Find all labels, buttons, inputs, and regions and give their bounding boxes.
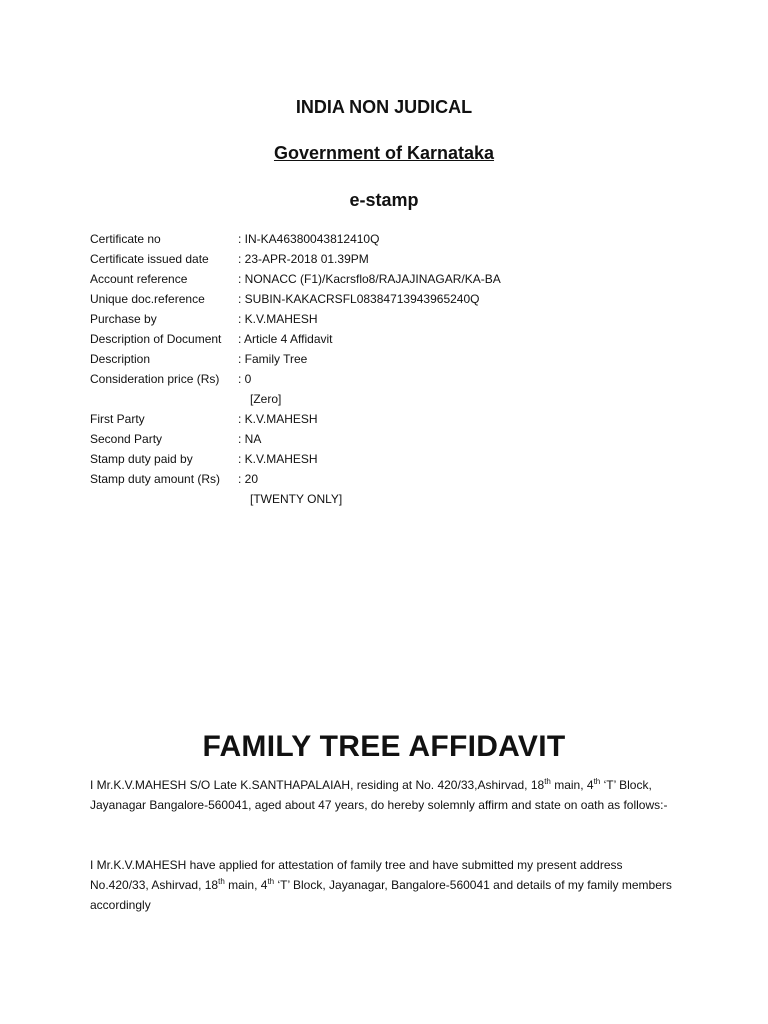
header-government: Government of Karnataka [273, 143, 495, 163]
detail-row-stamp-duty-paid-by [90, 449, 690, 469]
detail-value: : SUBIN-KAKACRSFL08384713943965240Q [238, 292, 480, 306]
detail-label: Description of Document [90, 332, 222, 346]
detail-value: : NA [238, 432, 262, 446]
detail-row-first-party [90, 409, 690, 429]
detail-row-unique-doc-reference [90, 289, 690, 309]
affidavit-paragraph-1 [90, 775, 678, 815]
paragraph-text: main, 4 [224, 878, 268, 892]
detail-row-issued-date [90, 249, 690, 269]
paragraph-text: main, 4 [550, 778, 594, 792]
detail-row-second-party [90, 429, 690, 449]
detail-value: : K.V.MAHESH [238, 412, 318, 426]
stamp-details [90, 229, 690, 509]
detail-value: : K.V.MAHESH [238, 452, 318, 466]
detail-row-description-of-document [90, 329, 690, 349]
detail-label: Stamp duty amount (Rs) [90, 472, 221, 486]
detail-row-consideration-price [90, 369, 690, 389]
document-title: FAMILY TREE AFFIDAVIT [202, 730, 566, 763]
detail-label: Certificate issued date [90, 252, 209, 266]
detail-value: : K.V.MAHESH [238, 312, 318, 326]
paragraph-text: ‘T’ Block, Jayanagar Bangalore-560041, aged about 47 years, do hereby solemnly affirm and state on oath as follows:- [90, 778, 668, 812]
detail-label: Account reference [90, 272, 188, 286]
detail-value: : 20 [238, 472, 259, 486]
header-e-stamp: e-stamp [349, 190, 419, 210]
detail-row-consideration-price-words [90, 389, 690, 409]
ordinal-suffix: th [593, 777, 601, 786]
detail-amount-in-words: [TWENTY ONLY] [250, 492, 343, 506]
paragraph-text: I Mr.K.V.MAHESH S/O Late K.SANTHAPALAIAH, residing at No. 420/33,Ashirvad, 18 [90, 778, 545, 792]
detail-value: : 23-APR-2018 01.39PM [238, 252, 369, 266]
detail-label: Unique doc.reference [90, 292, 205, 306]
header-india-non-judicial: INDIA NON JUDICAL [295, 97, 473, 117]
detail-value: : Family Tree [238, 352, 308, 366]
detail-row-purchase-by [90, 309, 690, 329]
detail-row-certificate-no [90, 229, 690, 249]
detail-value: : NONACC (F1)/Kacrsflo8/RAJAJINAGAR/KA-BA [238, 272, 501, 286]
detail-row-description [90, 349, 690, 369]
paragraph-text: I Mr.K.V.MAHESH have applied for attestation of family tree and have submitted my present address No.420/33, Ashirvad, 18 [90, 858, 623, 892]
detail-value: : IN-KA46380043812410Q [238, 232, 380, 246]
ordinal-suffix: th [544, 777, 551, 786]
paragraph-text: ‘T’ Block, Jayanagar, Bangalore-560041 and details of my family members accordingly [90, 878, 672, 912]
detail-label: Purchase by [90, 312, 157, 326]
detail-amount-in-words: [Zero] [250, 392, 282, 406]
affidavit-paragraph-2 [90, 855, 678, 915]
detail-value: : Article 4 Affidavit [238, 332, 333, 346]
detail-label: First Party [90, 412, 145, 426]
detail-row-stamp-duty-amount-words [90, 489, 690, 509]
detail-label: Certificate no [90, 232, 161, 246]
detail-value: : 0 [238, 372, 252, 386]
detail-label: Description [90, 352, 151, 366]
detail-row-stamp-duty-amount [90, 469, 690, 489]
ordinal-suffix: th [218, 877, 225, 886]
detail-row-account-reference [90, 269, 690, 289]
detail-label: Consideration price (Rs) [90, 372, 220, 386]
ordinal-suffix: th [267, 877, 275, 886]
detail-label: Stamp duty paid by [90, 452, 193, 466]
detail-label: Second Party [90, 432, 163, 446]
